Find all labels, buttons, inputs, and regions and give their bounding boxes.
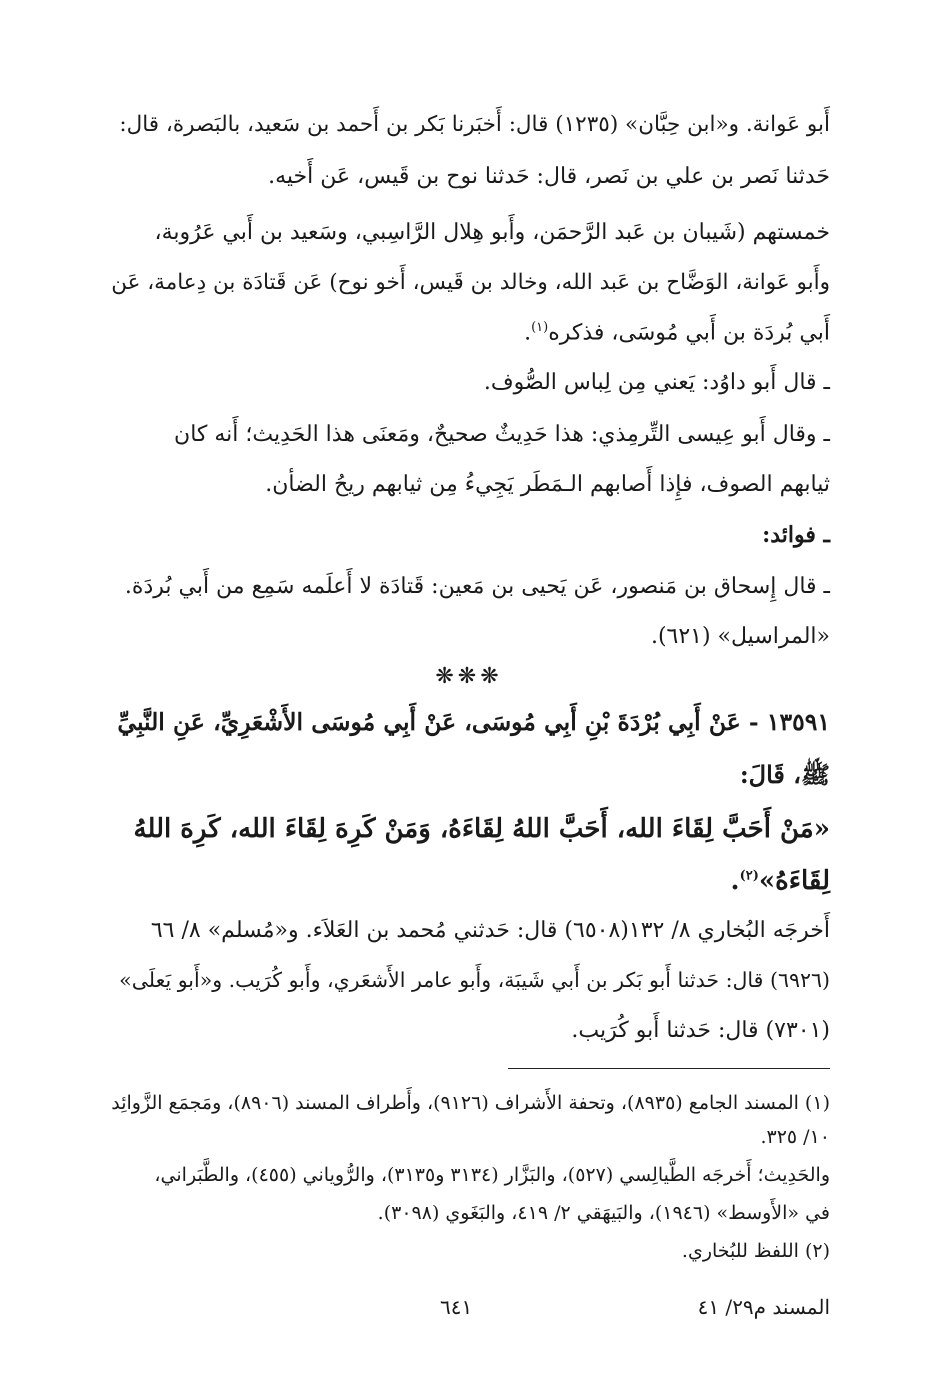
tirmidhi-line-2: ثيابهم الصوف، فإِذا أَصابهم الـمَطَر يَجِيءُ مِن ثيابهم ريحُ الضأن.	[265, 472, 830, 497]
footnote-marker-1: (١)	[531, 320, 549, 335]
paragraph-five-line-2: وأَبو عَوانة، الوَضَّاح بن عَبد الله، وخالد بن قَيس، أَخو نوح) عَن قَتادَة بن دِعامة، عَن	[111, 270, 830, 295]
intro-line-1: أَبو عَوانة. و«ابن حِبَّان» (١٢٣٥) قال: أَخبَرنا بَكر بن أَحمد بن سَعيد، بالبَصرة، قال:	[119, 112, 830, 137]
punctuation: .	[730, 866, 740, 896]
hadith-matn-text: لِقَاءَهُ»	[758, 866, 830, 896]
hadith-isnad-line-2: ﷺ، قَالَ:	[739, 760, 830, 789]
ishaq-line-2: «المراسيل» (٦٢١).	[650, 624, 830, 649]
footnote-1-line-3: والحَدِيث؛ أَخرجَه الطَّيالِسي (٥٢٧)، والبَزَّار (٣١٣٤ و٣١٣٥)، والرُّوياني (٤٥٥)، والطَّبَراني،	[154, 1164, 830, 1186]
hadith-isnad-line: ١٣٥٩١ - عَنْ أَبِي بُرْدَةَ بْنِ أَبِي مُوسَى، عَنْ أَبِي مُوسَى الأَشْعَرِيِّ، عَنِ النَّبِيِّ	[117, 708, 830, 736]
paragraph-five-line-1: خمستهم (شَيبان بن عَبد الرَّحمَن، وأَبو هِلال الرَّاسِبي، وسَعيد بن أَبي عَرُوبة،	[154, 220, 830, 245]
footnote-1-line-4: في «الأَوسط» (١٩٤٦)، والبَيهَقي ٢/ ٤١٩، والبَغَوي (٣٠٩٨).	[377, 1202, 830, 1224]
hadith-matn-line-1: «مَنْ أَحَبَّ لِقَاءَ الله، أَحَبَّ اللهُ لِقَاءَهُ، وَمَنْ كَرِهَ لِقَاءَ الله، كَرِهَ اللهُ	[133, 814, 830, 844]
abu-dawud-remark: ـ قال أَبو داوُد: يَعني مِن لِباس الصُّوف.	[483, 370, 830, 395]
section-separator: ❋❋❋	[435, 664, 503, 689]
paragraph-five-line-3	[110, 320, 830, 345]
footnote-1-line-2: ١٠/ ٣٢٥.	[760, 1126, 830, 1148]
footnote-divider	[508, 1068, 830, 1069]
takhrij-line-3: (٧٣٠١) قال: حَدثنا أَبو كُرَيب.	[571, 1018, 830, 1043]
ishaq-line-1: ـ قال إِسحاق بن مَنصور، عَن يَحيى بن مَعين: قَتادَة لا أَعلَمه سَمِع من أَبي بُردَة.	[124, 574, 830, 599]
paragraph-five-text: أَبي بُردَة بن أَبي مُوسَى، فذكره	[548, 320, 830, 346]
fawaid-heading: ـ فوائد:	[762, 522, 830, 548]
footnote-1-line-1: (١) المسند الجامع (٨٩٣٥)، وتحفة الأَشراف (٩١٢٦)، وأَطراف المسند (٨٩٠٦)، ومَجمَع الزَّوائِد	[111, 1092, 830, 1114]
intro-line-2: حَدثنا نَصر بن علي بن نَصر، قال: حَدثنا نوح بن قَيس، عَن أَخيه.	[268, 164, 830, 189]
tirmidhi-line-1: ـ وقال أَبو عِيسى التِّرمِذي: هذا حَدِيثٌ صحيحٌ، ومَعنَى هذا الحَدِيث؛ أَنه كان	[174, 422, 830, 447]
hadith-matn-line-2	[110, 866, 830, 896]
volume-marker: المسند م٢٩/ ٤١	[697, 1295, 830, 1319]
footnote-2: (٢) اللفظ للبُخاري.	[681, 1240, 830, 1262]
footnote-marker-2: (٢)	[739, 868, 759, 884]
punctuation: .	[524, 320, 532, 346]
takhrij-line-1: أَخرجَه البُخاري ٨/ ١٣٢(٦٥٠٨) قال: حَدثني مُحمد بن العَلاَء. و«مُسلم» ٨/ ٦٦	[150, 918, 830, 943]
page-number: ٦٤١	[440, 1295, 473, 1319]
takhrij-line-2: (٦٩٢٦) قال: حَدثنا أَبو بَكر بن أَبي شَيبَة، وأَبو عامر الأَشعَري، وأَبو كُرَيب. و«أَبو يَعلَى»	[119, 968, 830, 992]
